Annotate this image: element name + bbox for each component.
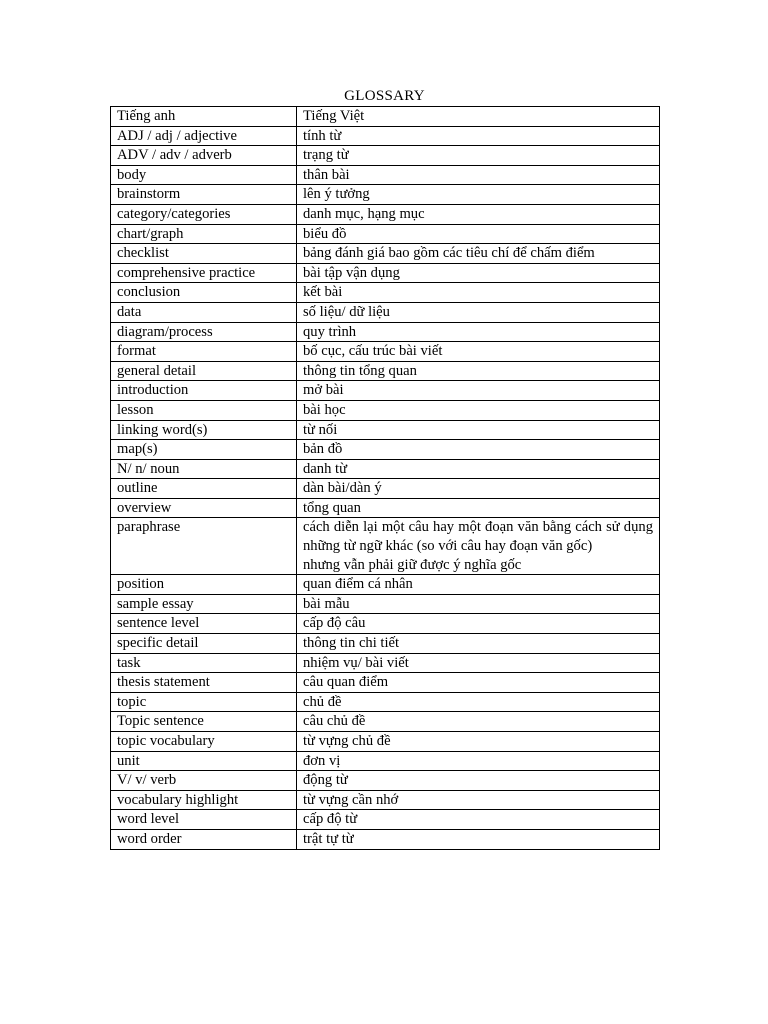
table-row [111, 634, 660, 654]
term-vietnamese: dàn bài/dàn ý [297, 479, 660, 499]
table-row [111, 322, 660, 342]
table-row [111, 479, 660, 499]
table-row [111, 400, 660, 420]
term-vietnamese: nhiệm vụ/ bài viết [297, 653, 660, 673]
term-vietnamese: câu chủ đề [297, 712, 660, 732]
table-row [111, 224, 660, 244]
table-row [111, 126, 660, 146]
term-english: word level [111, 810, 297, 830]
term-vietnamese: trạng từ [297, 146, 660, 166]
term-english: data [111, 302, 297, 322]
term-english: lesson [111, 400, 297, 420]
table-row [111, 518, 660, 575]
table-row [111, 575, 660, 595]
table-row [111, 771, 660, 791]
term-english: ADV / adv / adverb [111, 146, 297, 166]
term-vietnamese: chủ đề [297, 692, 660, 712]
term-vietnamese: động từ [297, 771, 660, 791]
term-vietnamese: số liệu/ dữ liệu [297, 302, 660, 322]
term-vietnamese: từ nối [297, 420, 660, 440]
term-english: ADJ / adj / adjective [111, 126, 297, 146]
table-row [111, 361, 660, 381]
term-english: N/ n/ noun [111, 459, 297, 479]
term-vietnamese: danh mục, hạng mục [297, 204, 660, 224]
term-vietnamese: từ vựng cần nhớ [297, 790, 660, 810]
table-row [111, 790, 660, 810]
table-row [111, 302, 660, 322]
table-row [111, 342, 660, 362]
term-vietnamese: cấp độ từ [297, 810, 660, 830]
definition-text-continued: nhưng vẫn phải giữ được ý nghĩa gốc [303, 556, 522, 573]
table-row [111, 263, 660, 283]
term-english: paraphrase [111, 518, 297, 575]
table-row [111, 459, 660, 479]
header-english: Tiếng anh [111, 107, 297, 127]
term-english: checklist [111, 244, 297, 264]
term-vietnamese: trật tự từ [297, 829, 660, 849]
term-vietnamese: bản đồ [297, 440, 660, 460]
term-vietnamese: tổng quan [297, 498, 660, 518]
term-english: V/ v/ verb [111, 771, 297, 791]
term-english: body [111, 165, 297, 185]
term-english: chart/graph [111, 224, 297, 244]
table-row [111, 732, 660, 752]
table-row [111, 712, 660, 732]
table-row [111, 829, 660, 849]
table-row [111, 146, 660, 166]
term-vietnamese: danh từ [297, 459, 660, 479]
term-english: vocabulary highlight [111, 790, 297, 810]
term-vietnamese: bài mẫu [297, 594, 660, 614]
term-vietnamese: từ vựng chủ đề [297, 732, 660, 752]
term-vietnamese: biểu đồ [297, 224, 660, 244]
table-row [111, 165, 660, 185]
term-vietnamese: thân bài [297, 165, 660, 185]
term-vietnamese: kết bài [297, 283, 660, 303]
table-row [111, 673, 660, 693]
term-vietnamese [297, 518, 660, 575]
term-english: thesis statement [111, 673, 297, 693]
term-english: linking word(s) [111, 420, 297, 440]
term-english: position [111, 575, 297, 595]
term-english: format [111, 342, 297, 362]
term-vietnamese: quy trình [297, 322, 660, 342]
term-english: task [111, 653, 297, 673]
term-english: comprehensive practice [111, 263, 297, 283]
term-english: topic [111, 692, 297, 712]
term-english: brainstorm [111, 185, 297, 205]
term-vietnamese: thông tin tổng quan [297, 361, 660, 381]
term-english: specific detail [111, 634, 297, 654]
table-header-row [111, 107, 660, 127]
term-vietnamese: bố cục, cấu trúc bài viết [297, 342, 660, 362]
term-vietnamese: thông tin chi tiết [297, 634, 660, 654]
term-vietnamese: quan điểm cá nhân [297, 575, 660, 595]
table-row [111, 283, 660, 303]
term-english: sentence level [111, 614, 297, 634]
term-vietnamese: câu quan điểm [297, 673, 660, 693]
term-english: sample essay [111, 594, 297, 614]
term-vietnamese: bài học [297, 400, 660, 420]
term-english: map(s) [111, 440, 297, 460]
term-english: word order [111, 829, 297, 849]
term-vietnamese: cấp độ câu [297, 614, 660, 634]
table-row [111, 381, 660, 401]
term-english: topic vocabulary [111, 732, 297, 752]
term-vietnamese: bài tập vận dụng [297, 263, 660, 283]
term-vietnamese: đơn vị [297, 751, 660, 771]
term-english: overview [111, 498, 297, 518]
term-vietnamese: bảng đánh giá bao gồm các tiêu chí để chấm điểm [297, 244, 660, 264]
table-row [111, 692, 660, 712]
table-row [111, 653, 660, 673]
term-vietnamese: tính từ [297, 126, 660, 146]
table-row [111, 185, 660, 205]
table-row [111, 204, 660, 224]
table-row [111, 244, 660, 264]
term-english: category/categories [111, 204, 297, 224]
term-english: outline [111, 479, 297, 499]
term-english: introduction [111, 381, 297, 401]
table-row [111, 751, 660, 771]
term-english: conclusion [111, 283, 297, 303]
table-row [111, 810, 660, 830]
page-title: GLOSSARY [344, 88, 425, 104]
definition-text: cách diễn lại một câu hay một đoạn văn bằng cách sử dụng những từ ngữ khác (so với câu hay đoạn văn gốc) [303, 519, 653, 555]
term-english: unit [111, 751, 297, 771]
table-row [111, 498, 660, 518]
term-vietnamese: mở bài [297, 381, 660, 401]
term-english: diagram/process [111, 322, 297, 342]
glossary-table [110, 106, 660, 850]
table-row [111, 614, 660, 634]
term-english: general detail [111, 361, 297, 381]
table-row [111, 440, 660, 460]
table-row [111, 420, 660, 440]
term-vietnamese: lên ý tưởng [297, 185, 660, 205]
header-vietnamese: Tiếng Việt [297, 107, 660, 127]
term-english: Topic sentence [111, 712, 297, 732]
table-row [111, 594, 660, 614]
